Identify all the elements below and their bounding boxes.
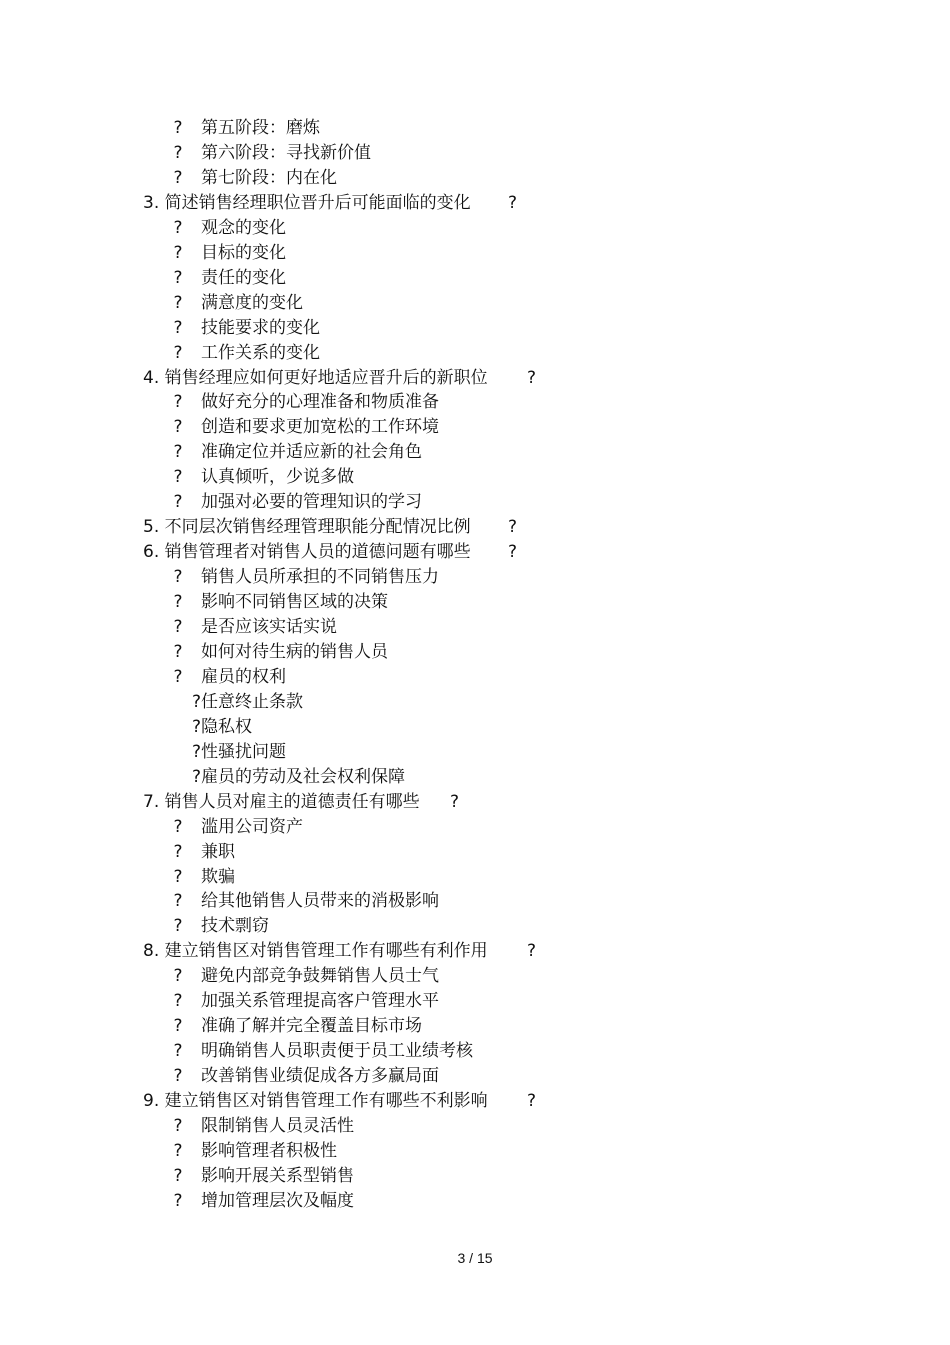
bullet-marker: ? <box>173 1016 183 1037</box>
bullet-marker: ? <box>173 342 183 363</box>
total-pages: 15 <box>476 1250 493 1266</box>
bullet-marker: ? <box>173 916 183 937</box>
question-text: 8. 建立销售区对销售管理工作有哪些有利作用 <box>143 941 488 962</box>
list-item-text: 工作关系的变化 <box>201 342 320 363</box>
list-item-text: 技术剽窃 <box>201 916 269 937</box>
bullet-marker: ? <box>173 592 183 613</box>
list-item-text: 做好充分的心理准备和物质准备 <box>201 392 439 413</box>
bullet-marker: ? <box>173 966 183 987</box>
list-item-text: 第五阶段：磨炼 <box>201 118 320 138</box>
question-mark: ? <box>527 367 537 388</box>
list-item-text: 滥用公司资产 <box>201 816 303 837</box>
sub-list-item-text: ?隐私权 <box>192 716 253 737</box>
bullet-marker: ? <box>173 442 183 463</box>
list-item-text: 加强关系管理提高客户管理水平 <box>201 991 439 1012</box>
list-item-text: 雇员的权利 <box>201 666 286 687</box>
list-item-text: 第七阶段：内在化 <box>201 167 337 188</box>
question-mark: ? <box>527 1091 537 1112</box>
bullet-marker: ? <box>173 267 183 288</box>
list-item-text: 如何对待生病的销售人员 <box>201 641 388 662</box>
list-item-text: 避免内部竞争鼓舞销售人员士气 <box>201 966 439 987</box>
bullet-marker: ? <box>173 417 183 438</box>
question-mark: ? <box>450 791 460 812</box>
list-item-text: 明确销售人员职责便于员工业绩考核 <box>201 1041 473 1062</box>
bullet-marker: ? <box>173 991 183 1012</box>
bullet-marker: ? <box>173 467 183 488</box>
bullet-marker: ? <box>173 617 183 637</box>
list-item-text: 准确了解并完全覆盖目标市场 <box>201 1016 422 1037</box>
list-item-text: 给其他销售人员带来的消极影响 <box>201 891 439 912</box>
list-item-text: 改善销售业绩促成各方多赢局面 <box>201 1066 439 1087</box>
list-item-text: 认真倾听，少说多做 <box>201 467 354 488</box>
sub-list-item-text: ?性骚扰问题 <box>192 741 287 762</box>
current-page: 3 <box>457 1250 466 1266</box>
list-item-text: 第六阶段：寻找新价值 <box>201 142 371 163</box>
list-item-text: 影响开展关系型销售 <box>201 1165 354 1186</box>
bullet-marker: ? <box>173 1165 183 1186</box>
question-text: 3. 简述销售经理职位晋升后可能面临的变化 <box>143 192 471 213</box>
list-item-text: 加强对必要的管理知识的学习 <box>201 492 422 513</box>
list-item-text: 技能要求的变化 <box>201 317 320 338</box>
list-item-text: 限制销售人员灵活性 <box>201 1116 354 1136</box>
question-text: 6. 销售管理者对销售人员的道德问题有哪些 <box>143 542 471 563</box>
sub-list-item-text: ?雇员的劳动及社会权利保障 <box>192 766 406 787</box>
list-item-text: 增加管理层次及幅度 <box>201 1190 354 1211</box>
bullet-marker: ? <box>173 292 183 313</box>
bullet-marker: ? <box>173 492 183 513</box>
list-item-text: 兼职 <box>201 841 235 862</box>
list-item-text: 影响管理者积极性 <box>201 1140 337 1161</box>
question-mark: ? <box>508 192 518 213</box>
question-text: 9. 建立销售区对销售管理工作有哪些不利影响 <box>143 1091 488 1112</box>
bullet-marker: ? <box>173 816 183 837</box>
list-item-text: 目标的变化 <box>201 242 286 263</box>
sub-list-item-text: ?任意终止条款 <box>192 691 304 712</box>
bullet-marker: ? <box>173 1116 183 1136</box>
page-separator: / <box>469 1250 474 1266</box>
list-item-text: 影响不同销售区域的决策 <box>201 592 388 613</box>
question-mark: ? <box>508 517 518 538</box>
bullet-marker: ? <box>173 567 183 588</box>
page-number <box>0 1250 950 1266</box>
question-mark: ? <box>527 941 537 962</box>
bullet-marker: ? <box>173 242 183 263</box>
question-text: 4. 销售经理应如何更好地适应晋升后的新职位 <box>143 367 488 388</box>
bullet-marker: ? <box>173 317 183 338</box>
bullet-marker: ? <box>173 641 183 662</box>
bullet-marker: ? <box>173 841 183 862</box>
bullet-marker: ? <box>173 891 183 912</box>
question-text: 5. 不同层次销售经理管理职能分配情况比例 <box>143 517 471 538</box>
question-text: 7. 销售人员对雇主的道德责任有哪些 <box>143 791 420 812</box>
list-item-text: 满意度的变化 <box>201 292 303 313</box>
bullet-marker: ? <box>173 217 183 238</box>
bullet-marker: ? <box>173 167 183 188</box>
list-item-text: 准确定位并适应新的社会角色 <box>201 442 422 463</box>
bullet-marker: ? <box>173 1066 183 1087</box>
bullet-marker: ? <box>173 142 183 163</box>
bullet-marker: ? <box>173 118 183 138</box>
list-item-text: 是否应该实话实说 <box>201 617 337 637</box>
list-item-text: 观念的变化 <box>201 217 286 238</box>
list-item-text: 创造和要求更加宽松的工作环境 <box>201 417 439 438</box>
list-item-text: 销售人员所承担的不同销售压力 <box>201 567 439 588</box>
bullet-marker: ? <box>173 1041 183 1062</box>
bullet-marker: ? <box>173 666 183 687</box>
bullet-marker: ? <box>173 1190 183 1211</box>
bullet-marker: ? <box>173 1140 183 1161</box>
question-mark: ? <box>508 542 518 563</box>
bullet-marker: ? <box>173 866 183 887</box>
bullet-marker: ? <box>173 392 183 413</box>
list-item-text: 责任的变化 <box>201 267 286 288</box>
list-item-text: 欺骗 <box>201 866 235 887</box>
